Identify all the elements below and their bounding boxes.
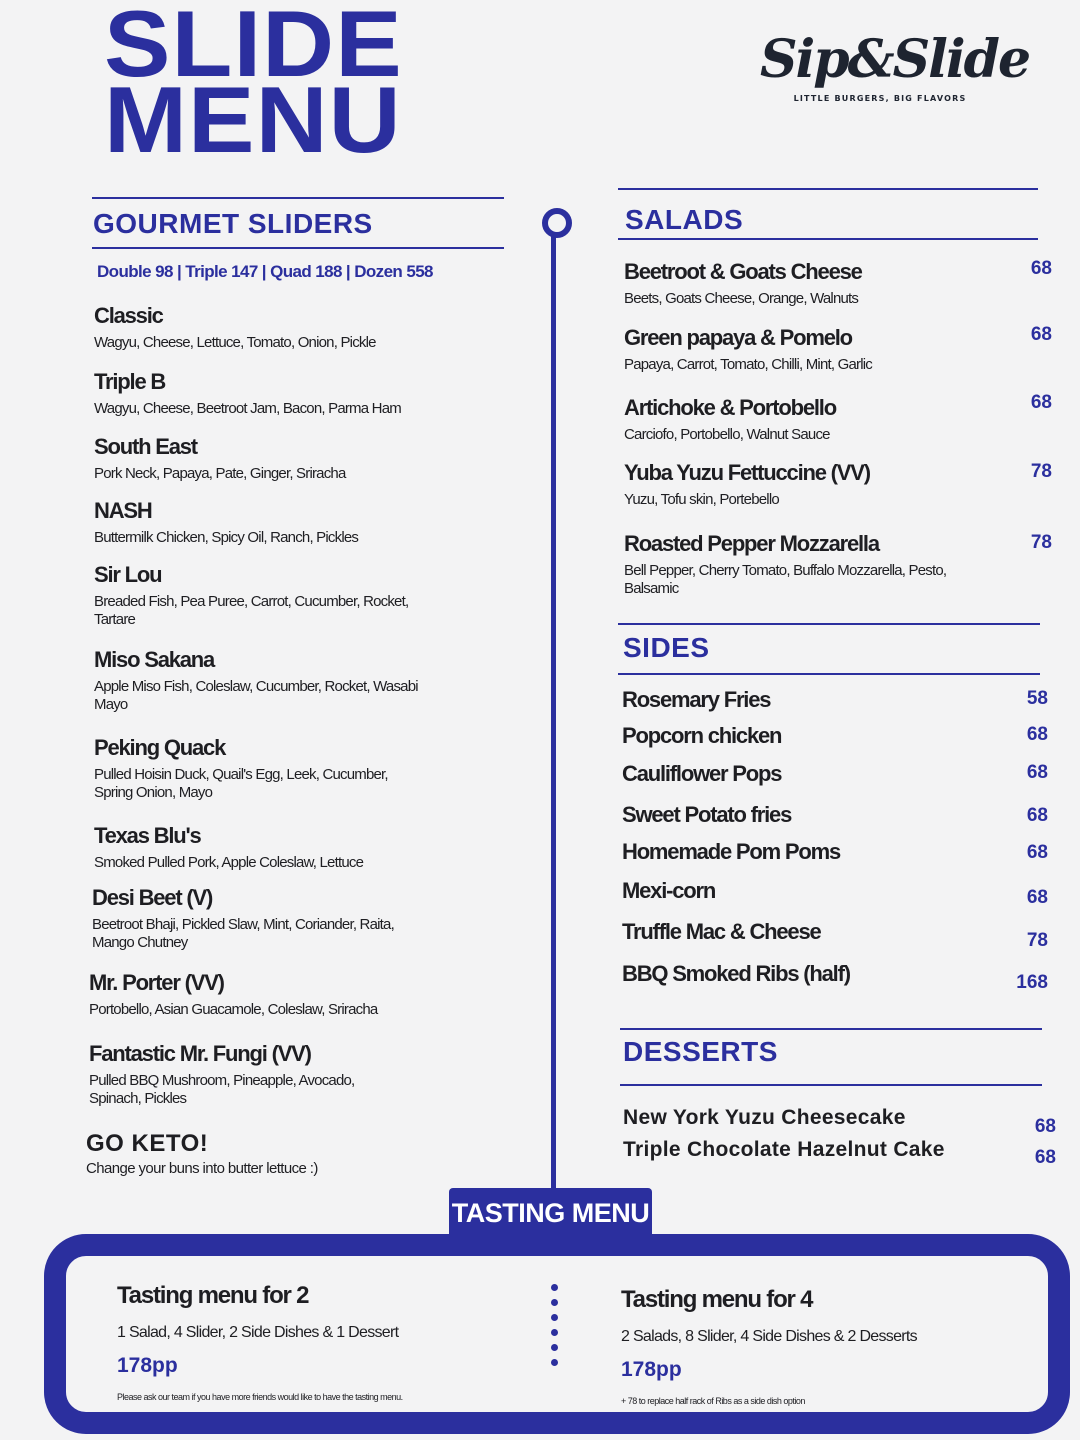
menu-item (94, 302, 494, 352)
item-description: Wagyu, Cheese, Beetroot Jam, Bacon, Parma Ham (94, 400, 401, 417)
item-description: Beetroot Bhaji, Pickled Slaw, Mint, Coriander, Raita, Mango Chutney (92, 916, 394, 951)
item-name: Sweet Potato fries (622, 802, 792, 827)
menu-item (89, 969, 529, 1019)
divider (620, 1028, 1042, 1030)
tasting-description: 2 Salads, 8 Slider, 4 Side Dishes & 2 Desserts (621, 1328, 917, 1345)
item-description: Pork Neck, Papaya, Pate, Ginger, Sriracha (94, 465, 346, 482)
menu-item (622, 877, 1062, 908)
item-description: Carciofo, Portobello, Walnut Sauce (624, 426, 830, 443)
dotted-separator (551, 1284, 559, 1374)
item-description: Buttermilk Chicken, Spicy Oil, Ranch, Pickles (94, 529, 359, 546)
menu-item (89, 1040, 409, 1108)
item-name: Classic (94, 303, 163, 328)
menu-item (94, 734, 424, 802)
item-description: Yuzu, Tofu skin, Portebello (624, 491, 779, 508)
dessert-item-name: Triple Chocolate Hazelnut Cake (623, 1138, 945, 1161)
item-name: Artichoke & Portobello (624, 395, 836, 420)
item-price: 68 (1026, 887, 1048, 908)
item-price: 58 (1026, 688, 1048, 709)
menu-item (624, 324, 1052, 374)
item-description: Pulled Hoisin Duck, Quail's Egg, Leek, Cucumber, Spring Onion, Mayo (94, 766, 388, 801)
item-name: Sir Lou (94, 562, 162, 587)
tasting-description: 1 Salad, 4 Slider, 2 Side Dishes & 1 Dessert (117, 1324, 399, 1341)
item-name: Popcorn chicken (622, 723, 782, 748)
item-price: 68 (1030, 392, 1052, 413)
tasting-price: 178pp (621, 1358, 682, 1381)
tasting-menu-for-4 (621, 1286, 1021, 1406)
item-description: Pulled BBQ Mushroom, Pineapple, Avocado, Spinach, Pickles (89, 1072, 355, 1107)
item-name: Homemade Pom Poms (622, 839, 841, 864)
item-description: Apple Miso Fish, Coleslaw, Cucumber, Rocket, Wasabi Mayo (94, 678, 418, 713)
menu-item (622, 801, 1062, 829)
menu-item (622, 918, 1062, 951)
menu-item (624, 459, 1052, 509)
tasting-note: + 78 to replace half rack of Ribs as a side dish option (621, 1396, 805, 1406)
divider (92, 247, 504, 249)
item-name: Truffle Mac & Cheese (622, 919, 821, 944)
section-heading-desserts: DESSERTS (623, 1036, 778, 1067)
menu-item (94, 433, 494, 483)
item-name: Miso Sakana (94, 647, 215, 672)
item-price: 68 (1026, 762, 1048, 783)
item-description: Smoked Pulled Pork, Apple Coleslaw, Lettuce (94, 854, 364, 871)
item-name: Desi Beet (V) (92, 885, 213, 910)
tasting-note: Please ask our team if you have more friends would like to have the tasting menu. (117, 1392, 403, 1402)
menu-item (92, 884, 412, 952)
tasting-menu-for-2 (117, 1282, 517, 1402)
menu-item (622, 722, 1062, 750)
item-name: Rosemary Fries (622, 687, 771, 712)
menu-item (622, 960, 1062, 993)
keto-note: Change your buns into butter lettuce :) (86, 1160, 318, 1177)
tasting-price: 178pp (117, 1354, 178, 1377)
menu-item (94, 561, 424, 629)
menu-item (94, 822, 494, 872)
item-price: 78 (1026, 930, 1048, 951)
section-heading-salads: SALADS (625, 204, 744, 235)
item-description: Papaya, Carrot, Tomato, Chilli, Mint, Garlic (624, 356, 872, 373)
item-name: NASH (94, 498, 152, 523)
page-title (104, 0, 403, 172)
item-description: Beets, Goats Cheese, Orange, Walnuts (624, 290, 859, 307)
item-description: Bell Pepper, Cherry Tomato, Buffalo Mozzarella, Pesto, Balsamic (624, 562, 947, 597)
section-heading-gourmet-sliders: GOURMET SLIDERS (93, 208, 373, 239)
keto-heading: GO KETO! (86, 1130, 209, 1157)
divider (618, 188, 1038, 190)
item-name: Fantastic Mr. Fungi (VV) (89, 1041, 311, 1066)
divider (92, 197, 504, 199)
menu-item (624, 392, 1052, 444)
menu-item (622, 838, 1062, 866)
tasting-title: Tasting menu for 4 (621, 1286, 813, 1313)
item-name: Cauliflower Pops (622, 761, 782, 786)
item-price: 68 (1026, 805, 1048, 826)
divider (618, 238, 1038, 240)
item-name: Roasted Pepper Mozzarella (624, 531, 879, 556)
item-name: Mr. Porter (VV) (89, 970, 224, 995)
spine-circle-ornament (542, 208, 572, 238)
center-spine (551, 236, 556, 1192)
item-price: 168 (1016, 972, 1048, 993)
page-title-line1: SLIDE (104, 0, 403, 96)
item-price: 78 (1030, 532, 1052, 553)
logo-tagline: LITTLE BURGERS, BIG FLAVORS (793, 94, 967, 103)
item-name: Triple B (94, 369, 166, 394)
menu-item (624, 530, 1052, 598)
item-price: 68 (1026, 842, 1048, 863)
divider (618, 673, 1040, 675)
section-heading-sides: SIDES (623, 632, 710, 663)
item-name: Beetroot & Goats Cheese (624, 259, 862, 284)
item-price: 68 (1030, 324, 1052, 345)
keto-option (86, 1130, 318, 1177)
menu-item (622, 760, 1062, 788)
menu-item (94, 497, 494, 547)
item-name: Yuba Yuzu Fettuccine (VV) (624, 460, 870, 485)
item-price: 68 (1026, 724, 1048, 745)
item-name: Peking Quack (94, 735, 226, 760)
menu-item (94, 368, 494, 418)
item-name: Green papaya & Pomelo (624, 325, 852, 350)
item-description: Breaded Fish, Pea Puree, Carrot, Cucumber, Rocket, Tartare (94, 593, 409, 628)
item-name: Mexi-corn (622, 878, 716, 903)
menu-item (624, 258, 1052, 308)
item-price: 68 (1030, 258, 1052, 279)
page-title-line2: MENU (104, 67, 402, 172)
item-description: Wagyu, Cheese, Lettuce, Tomato, Onion, Pickle (94, 334, 376, 351)
item-name: South East (94, 434, 197, 459)
dessert-item-name: New York Yuzu Cheesecake (623, 1106, 906, 1129)
combo-pricing: Double 98 | Triple 147 | Quad 188 | Dozen 558 (97, 262, 433, 281)
tasting-menu-tab: TASTING MENU (449, 1188, 652, 1236)
item-name: Texas Blu's (94, 823, 201, 848)
item-price: 78 (1030, 461, 1052, 482)
menu-item (622, 686, 1062, 714)
divider (620, 1084, 1042, 1086)
item-price: 68 (1034, 1147, 1056, 1168)
tasting-title: Tasting menu for 2 (117, 1282, 309, 1309)
logo-wordmark: Sip&Slide (760, 29, 1030, 90)
item-description: Portobello, Asian Guacamole, Coleslaw, Sriracha (89, 1001, 378, 1018)
brand-logo (760, 28, 1030, 103)
item-price: 68 (1034, 1116, 1056, 1137)
divider (618, 623, 1040, 625)
item-name: BBQ Smoked Ribs (half) (622, 961, 850, 986)
menu-item (94, 646, 424, 714)
